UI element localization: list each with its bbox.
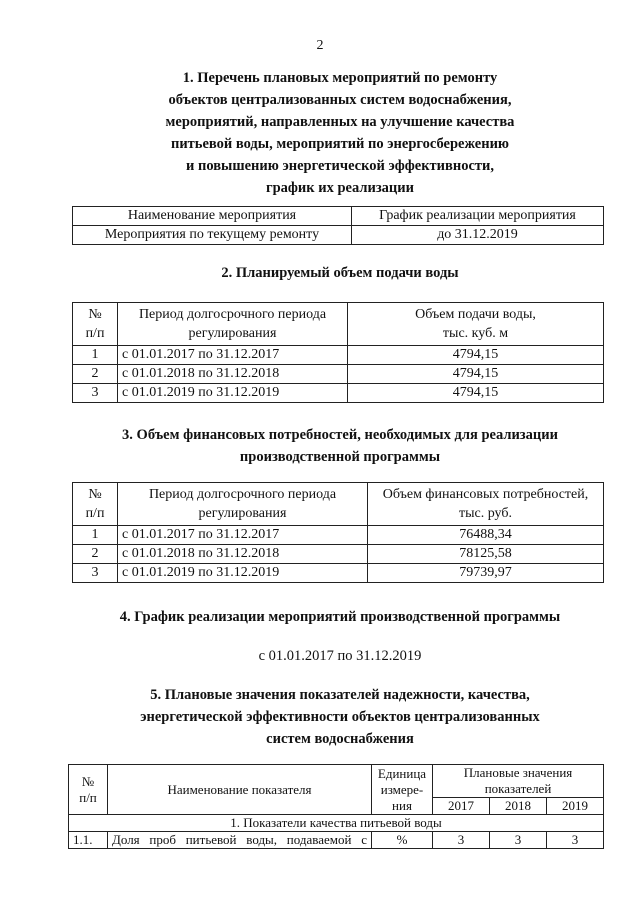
table-cell: 1: [73, 526, 118, 545]
table-cell: 78125,58: [368, 545, 604, 564]
table-cell: с 01.01.2018 по 31.12.2018: [118, 365, 348, 384]
header-text: Плановые значения: [463, 765, 573, 780]
heading-line: систем водоснабжения: [266, 731, 414, 747]
heading-line: 3. Объем финансовых потребностей, необходимых для реализации: [122, 427, 558, 443]
heading-line: 1. Перечень плановых мероприятий по ремонту: [182, 70, 498, 86]
header-text: Единица: [377, 765, 427, 781]
section1-heading: [60, 67, 620, 199]
table-cell: 4794,15: [348, 346, 604, 365]
table-cell: 2: [73, 365, 118, 384]
table-cell: 3: [73, 564, 118, 583]
header-cell-year: 2017: [433, 798, 490, 815]
group-cell: 1. Показатели качества питьевой воды: [69, 815, 604, 832]
heading-line: 4. График реализации мероприятий производственной программы: [119, 609, 561, 625]
header-text: Объем подачи воды,: [415, 307, 536, 322]
table-row: [73, 346, 604, 365]
header-cell-volume: [348, 303, 604, 346]
table-cell: 76488,34: [368, 526, 604, 545]
table-group-row: [69, 815, 604, 832]
section2-heading: [60, 262, 620, 284]
header-cell-period: [118, 483, 368, 526]
table-cell: Мероприятия по текущему ремонту: [73, 226, 352, 245]
header-text: Период долгосрочного периода: [138, 307, 327, 322]
table-cell: 3: [73, 384, 118, 403]
table-row: [73, 545, 604, 564]
header-cell-num: [73, 483, 118, 526]
table-cell: 4794,15: [348, 384, 604, 403]
heading-line: питьевой воды, мероприятий по энергосбережению: [170, 136, 510, 152]
header-cell-plan: [433, 765, 604, 798]
table-row: [73, 564, 604, 583]
table-cell: 3: [489, 832, 546, 849]
water-volume-table: [72, 302, 604, 403]
section5-heading: [60, 684, 620, 750]
table-header-row: [73, 207, 604, 226]
word: питьевой: [185, 832, 237, 847]
table-cell: с 01.01.2017 по 31.12.2017: [118, 526, 368, 545]
financial-needs-table: [72, 482, 604, 583]
table-header-row: [73, 483, 604, 526]
header-text: тыс. куб. м: [442, 326, 509, 341]
header-cell-year: 2019: [546, 798, 603, 815]
heading-line: энергетической эффективности объектов централизованных: [140, 709, 540, 725]
word: воды,: [246, 832, 278, 847]
table-cell: до 31.12.2019: [352, 226, 604, 245]
header-text: измере-: [380, 781, 424, 797]
section3-heading: [60, 424, 620, 468]
table-cell: %: [372, 832, 433, 849]
header-text: Период долгосрочного периода: [148, 487, 337, 502]
table-row: [73, 526, 604, 545]
header-text: регулирования: [198, 506, 287, 521]
table-cell: 3: [546, 832, 603, 849]
heading-line: 5. Плановые значения показателей надежности, качества,: [150, 687, 530, 703]
table-cell: с 01.01.2019 по 31.12.2019: [118, 384, 348, 403]
table-cell: 3: [433, 832, 490, 849]
heading-line: и повышению энергетической эффективности,: [186, 158, 494, 174]
word: Доля: [112, 832, 140, 847]
header-cell-num: [69, 765, 108, 815]
heading-line: 2. Планируемый объем подачи воды: [221, 265, 459, 281]
table-cell: 1.1.: [69, 832, 108, 849]
heading-line: объектов централизованных систем водоснабжения,: [168, 92, 512, 108]
schedule-period: с 01.01.2017 по 31.12.2019: [258, 648, 422, 664]
header-cell-amount: [368, 483, 604, 526]
word: проб: [149, 832, 176, 847]
header-text: №: [88, 307, 102, 322]
page-number: 2: [316, 38, 324, 53]
header-cell-name: Наименование показателя: [108, 765, 372, 815]
table-cell: с 01.01.2018 по 31.12.2018: [118, 545, 368, 564]
header-cell-unit: [372, 765, 433, 815]
activities-table: [72, 206, 604, 245]
table-cell: 4794,15: [348, 365, 604, 384]
word: подаваемой: [286, 832, 352, 847]
header-text: ния: [392, 797, 412, 813]
header-cell-year: 2018: [489, 798, 546, 815]
section4-heading: [60, 606, 620, 628]
heading-line: производственной программы: [239, 449, 441, 465]
indicators-table: [68, 764, 604, 849]
header-text: регулирования: [188, 326, 277, 341]
table-cell: 79739,97: [368, 564, 604, 583]
table-row: [69, 832, 604, 849]
table-header-row: [73, 303, 604, 346]
table-cell: с 01.01.2017 по 31.12.2017: [118, 346, 348, 365]
table-cell: [108, 832, 372, 849]
table-row: [73, 384, 604, 403]
header-cell-period: [118, 303, 348, 346]
table-cell: 1: [73, 346, 118, 365]
table-row: [73, 365, 604, 384]
header-text: №: [88, 487, 102, 502]
header-text: Объем финансовых потребностей,: [382, 487, 589, 502]
header-text: №: [81, 773, 95, 789]
table-cell: 2: [73, 545, 118, 564]
indicator-name: [112, 832, 367, 848]
header-text: п/п: [79, 789, 97, 805]
heading-line: мероприятий, направленных на улучшение качества: [165, 114, 515, 130]
header-text: п/п: [85, 506, 105, 521]
header-cell: График реализации мероприятия: [352, 207, 604, 226]
header-text: тыс. руб.: [459, 506, 512, 521]
header-text: показателей: [484, 781, 552, 796]
header-text: п/п: [85, 326, 105, 341]
table-cell: с 01.01.2019 по 31.12.2019: [118, 564, 368, 583]
word: с: [361, 832, 367, 847]
header-cell-num: [73, 303, 118, 346]
header-cell: Наименование мероприятия: [73, 207, 352, 226]
table-row: [73, 226, 604, 245]
heading-line: график их реализации: [265, 180, 414, 196]
